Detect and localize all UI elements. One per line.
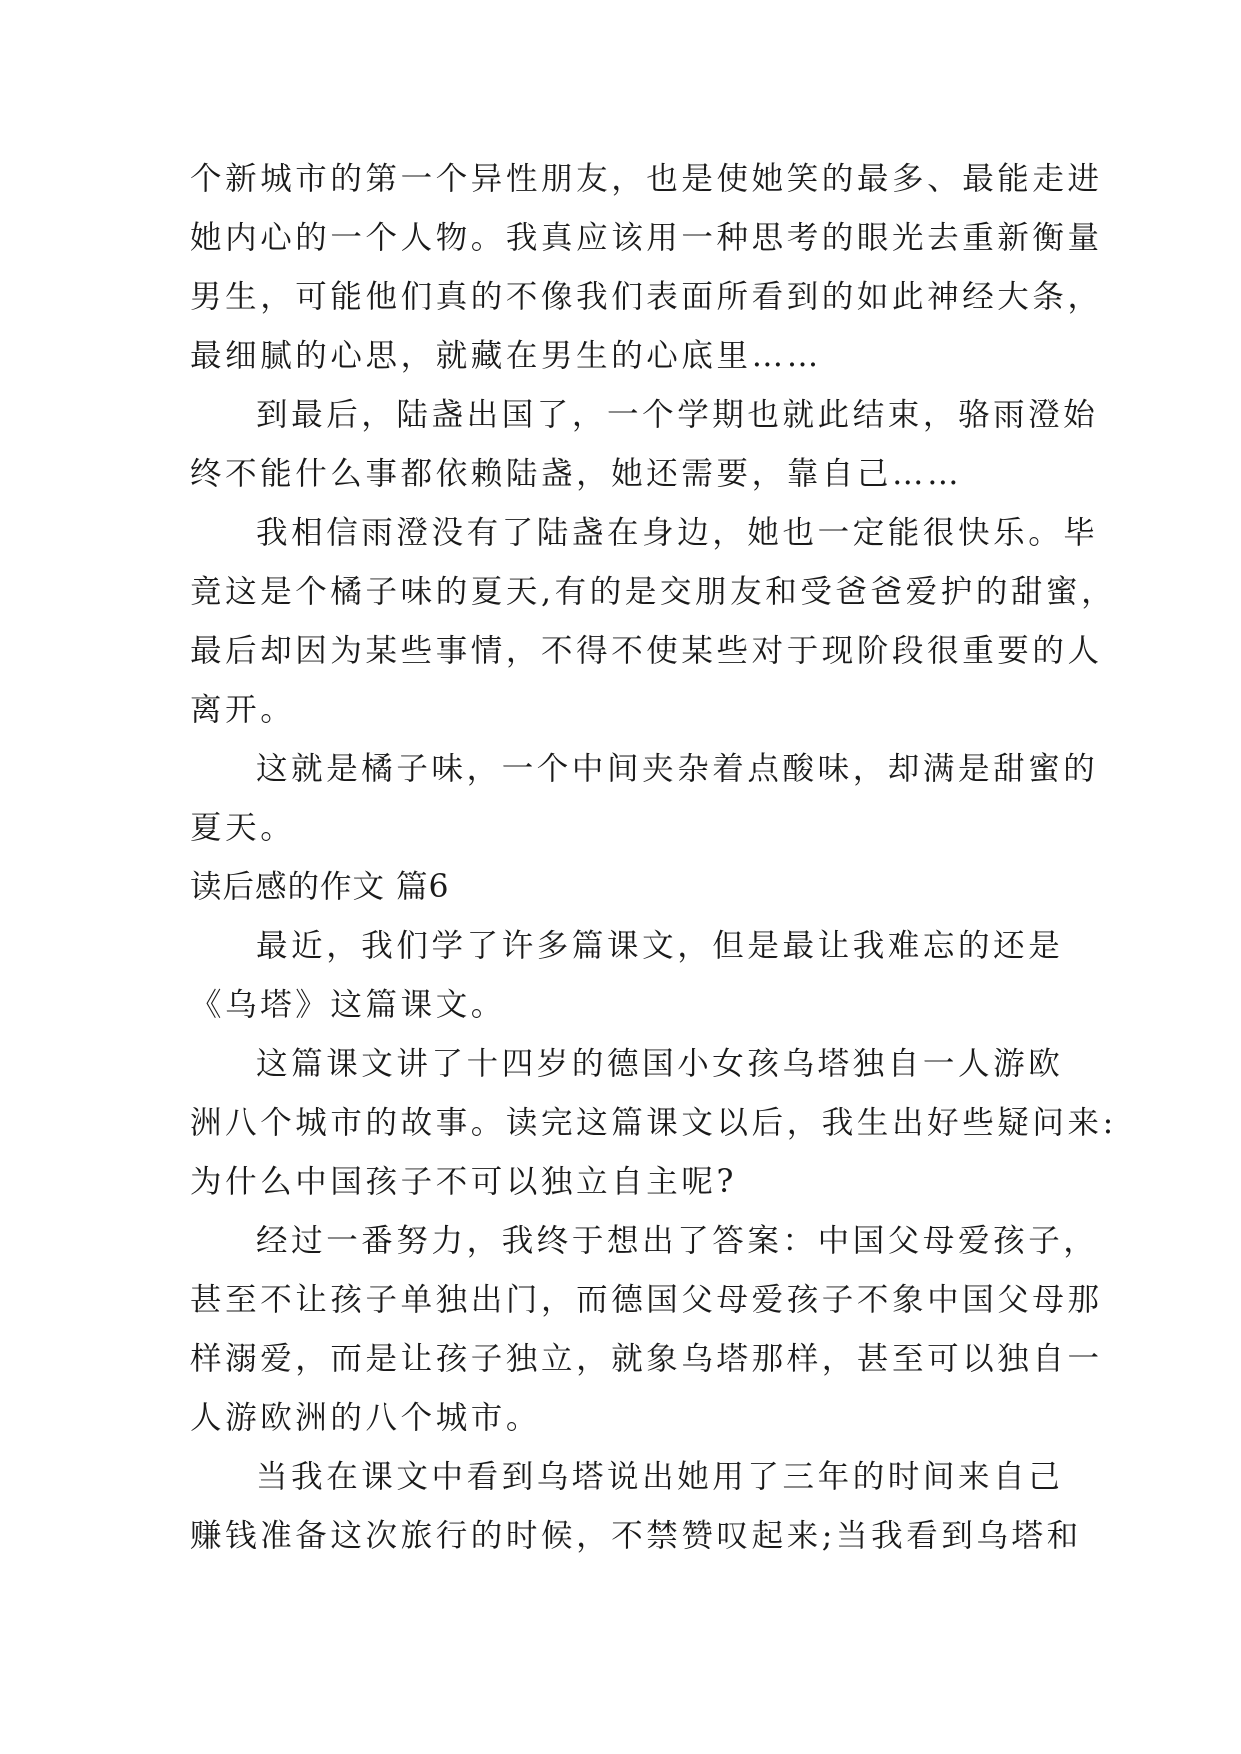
text-line: 最后却因为某些事情，不得不使某些对于现阶段很重要的人: [190, 633, 1103, 669]
text-line: 人游欧洲的八个城市。: [190, 1400, 542, 1436]
paragraph-first-line: 我相信雨澄没有了陆盏在身边，她也一定能很快乐。毕: [256, 515, 1099, 551]
document-page: [190, 150, 1117, 1566]
text-line: 甚至不让孩子单独出门，而德国父母爱孩子不象中国父母那: [190, 1282, 1103, 1318]
paragraph-first-line: 这就是橘子味，一个中间夹杂着点酸味，却满是甜蜜的: [256, 751, 1099, 787]
text-line: 她内心的一个人物。我真应该用一种思考的眼光去重新衡量: [190, 220, 1103, 256]
text-line: 《乌塔》这篇课文。: [190, 987, 506, 1023]
text-line: 样溺爱，而是让孩子独立，就象乌塔那样，甚至可以独自一: [190, 1341, 1103, 1377]
paragraph-first-line: 最近，我们学了许多篇课文，但是最让我难忘的还是: [256, 928, 1064, 964]
text-line: 夏天。: [190, 810, 296, 846]
text-line: 男生，可能他们真的不像我们表面所看到的如此神经大条，: [190, 279, 1103, 315]
text-line: 个新城市的第一个异性朋友，也是使她笑的最多、最能走进: [190, 161, 1103, 197]
text-line: 最细腻的心思，就藏在男生的心底里……: [190, 338, 822, 374]
section-heading: 读后感的作文 篇6: [190, 869, 450, 905]
text-line: 洲八个城市的故事。读完这篇课文以后，我生出好些疑问来:: [190, 1105, 1117, 1141]
text-line: 终不能什么事都依赖陆盏，她还需要，靠自己……: [190, 456, 963, 492]
text-line: 离开。: [190, 692, 296, 728]
text-line: 赚钱准备这次旅行的时候，不禁赞叹起来;当我看到乌塔和: [190, 1518, 1082, 1554]
paragraph-first-line: 到最后，陆盏出国了，一个学期也就此结束，骆雨澄始: [256, 397, 1099, 433]
text-line: 竟这是个橘子味的夏天,有的是交朋友和受爸爸爱护的甜蜜，: [190, 574, 1117, 610]
text-line: 为什么中国孩子不可以独立自主呢?: [190, 1164, 737, 1200]
paragraph-first-line: 当我在课文中看到乌塔说出她用了三年的时间来自己: [256, 1459, 1064, 1495]
paragraph-first-line: 经过一番努力，我终于想出了答案：中国父母爱孩子，: [256, 1223, 1099, 1259]
paragraph-first-line: 这篇课文讲了十四岁的德国小女孩乌塔独自一人游欧: [256, 1046, 1064, 1082]
